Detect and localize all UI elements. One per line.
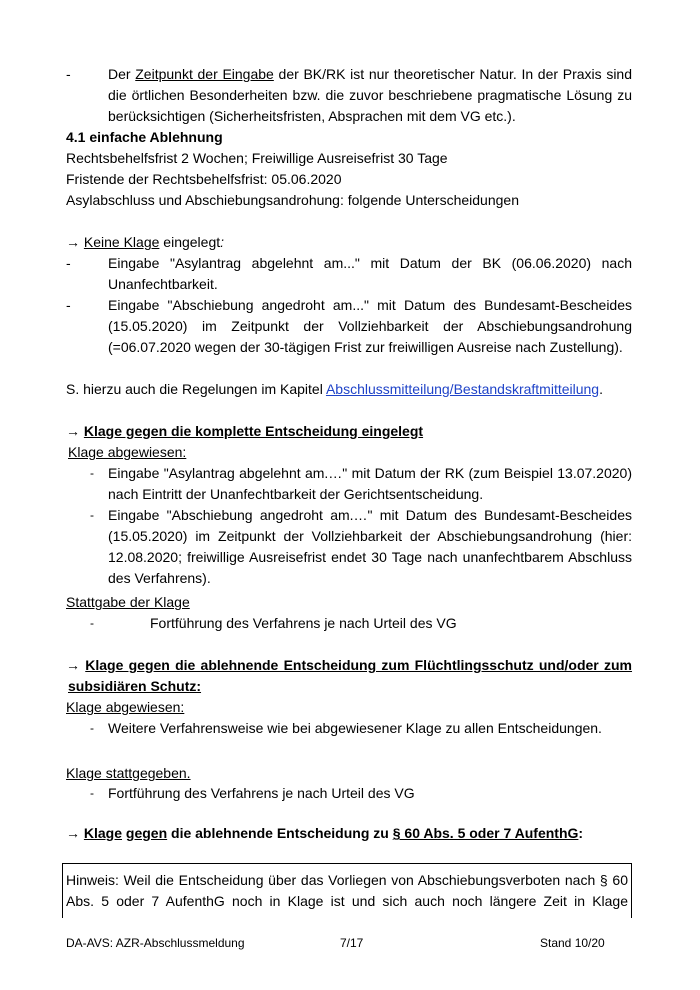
- see-also-line: [66, 379, 603, 399]
- section-heading: 4.1 einfache Ablehnung: [66, 129, 223, 145]
- intro-text: der BK/RK ist nur theoretischer Natur. In der Praxis sind: [273, 66, 632, 82]
- bullet-dash: -: [66, 297, 71, 313]
- hinweis-line-2: Abs. 5 oder 7 AufenthG noch in Klage ist und sich auch noch längere Zeit in Klage: [66, 893, 628, 909]
- intro-line-1: [108, 64, 632, 84]
- komplett-heading: [66, 421, 423, 441]
- paragraph60-colon: :: [578, 825, 584, 841]
- bullet-dash: -: [66, 255, 71, 271]
- section-line: Rechtsbehelfsfrist 2 Wochen; Freiwillige Ausreisefrist 30 Tage: [66, 150, 448, 166]
- bullet-dash: -: [66, 66, 71, 82]
- arrow-right-icon: →: [66, 234, 80, 250]
- sub-label: Klage stattgegeben.: [66, 765, 191, 781]
- footer-right: Stand 10/20: [540, 936, 605, 950]
- list-item-line: Eingabe "Abschiebung angedroht am..." mit Datum des Bundesamt-Bescheides: [108, 297, 632, 313]
- arrow-right-icon: →: [66, 657, 80, 673]
- see-also-period: .: [599, 381, 603, 397]
- keine-klage-colon: :: [220, 234, 225, 250]
- section-line: Asylabschluss und Abschiebungsandrohung: folgende Unterscheidungen: [66, 192, 519, 208]
- arrow-right-icon: →: [66, 423, 80, 439]
- intro-text: Der: [108, 66, 136, 82]
- keine-klage-suffix: eingelegt: [159, 234, 221, 250]
- list-item-line: Fortführung des Verfahrens je nach Urteil des VG: [108, 785, 415, 801]
- abschlussmitteilung-link[interactable]: Abschlussmitteilung/Bestandskraftmitteilung: [325, 381, 600, 397]
- intro-line-3: berücksichtigen (Sicherheitsfristen, Absprachen mit dem VG etc.).: [108, 108, 516, 124]
- sub-label: Klage abgewiesen:: [66, 699, 185, 715]
- fluechtling-heading-line-1: [66, 655, 632, 675]
- bullet-dash: -: [90, 616, 94, 630]
- list-item-line: 12.08.2020; freiwillige Ausreisefrist endet 30 Tage nach unanfechtbarem Abschluss: [108, 549, 632, 565]
- list-item-line: Fortführung des Verfahrens je nach Urteil des VG: [150, 615, 457, 631]
- keine-klage-label: Keine Klage: [83, 234, 160, 250]
- footer-left: DA-AVS: AZR-Abschlussmeldung: [66, 936, 245, 950]
- section-line: Fristende der Rechtsbehelfsfrist: 05.06.2020: [66, 171, 342, 187]
- list-item-line: Eingabe "Asylantrag abgelehnt am..." mit Datum der BK (06.06.2020) nach: [108, 255, 632, 271]
- sub-label: Stattgabe der Klage: [66, 594, 190, 610]
- paragraph60-text: die ablehnende Entscheidung zu: [167, 825, 393, 841]
- bullet-dash: -: [90, 466, 94, 480]
- list-item-line: (15.05.2020) im Zeitpunkt der Vollziehbarkeit der Abschiebungsandrohung (hier:: [108, 528, 632, 544]
- bullet-dash: -: [90, 721, 94, 735]
- intro-underlined-term: Zeitpunkt der Eingabe: [135, 66, 274, 82]
- paragraph60-reference: § 60 Abs. 5 oder 7 AufenthG: [392, 825, 579, 841]
- sub-label: Klage abgewiesen:: [68, 444, 187, 460]
- bullet-dash: -: [90, 508, 94, 522]
- see-also-text: S. hierzu auch die Regelungen im Kapitel: [66, 381, 326, 397]
- list-item-line: (15.05.2020) im Zeitpunkt der Vollziehbarkeit der Abschiebungsandrohung: [108, 318, 632, 334]
- footer-page-number: 7/17: [340, 936, 364, 950]
- list-item-line: Weitere Verfahrensweise wie bei abgewiesener Klage zu allen Entscheidungen.: [108, 720, 602, 736]
- paragraph60-heading: [66, 823, 583, 843]
- list-item-line: (=06.07.2020 wegen der 30-tägigen Frist zur freiwilligen Ausreise nach Zustellung).: [108, 339, 623, 355]
- paragraph60-word: Klage: [83, 825, 123, 841]
- list-item-line: des Verfahrens).: [108, 570, 211, 586]
- fluechtling-heading-text: Klage gegen die ablehnende Entscheidung zum Flüchtlingsschutz und/oder zum: [85, 657, 633, 673]
- paragraph60-word: gegen: [125, 825, 168, 841]
- fluechtling-heading-line-2: subsidiären Schutz:: [68, 678, 202, 694]
- komplett-heading-text: Klage gegen die komplette Entscheidung eingelegt: [83, 423, 424, 439]
- list-item-line: Unanfechtbarkeit.: [108, 276, 218, 292]
- list-item-line: nach Eintritt der Unanfechtbarkeit der Gerichtsentscheidung.: [108, 486, 484, 502]
- list-item-line: Eingabe "Asylantrag abgelehnt am.…" mit Datum der RK (zum Beispiel 13.07.2020): [108, 465, 632, 481]
- keine-klage-heading: [66, 232, 224, 252]
- list-item-line: Eingabe "Abschiebung angedroht am.…" mit Datum des Bundesamt-Bescheides: [108, 507, 632, 523]
- arrow-right-icon: →: [66, 825, 80, 841]
- bullet-dash: -: [90, 786, 94, 800]
- intro-line-2: die örtlichen Besonderheiten bzw. die zuvor beschriebene pragmatische Lösung zu: [108, 87, 632, 103]
- hinweis-line-1: Hinweis: Weil die Entscheidung über das Vorliegen von Abschiebungsverboten nach § 60: [66, 872, 628, 888]
